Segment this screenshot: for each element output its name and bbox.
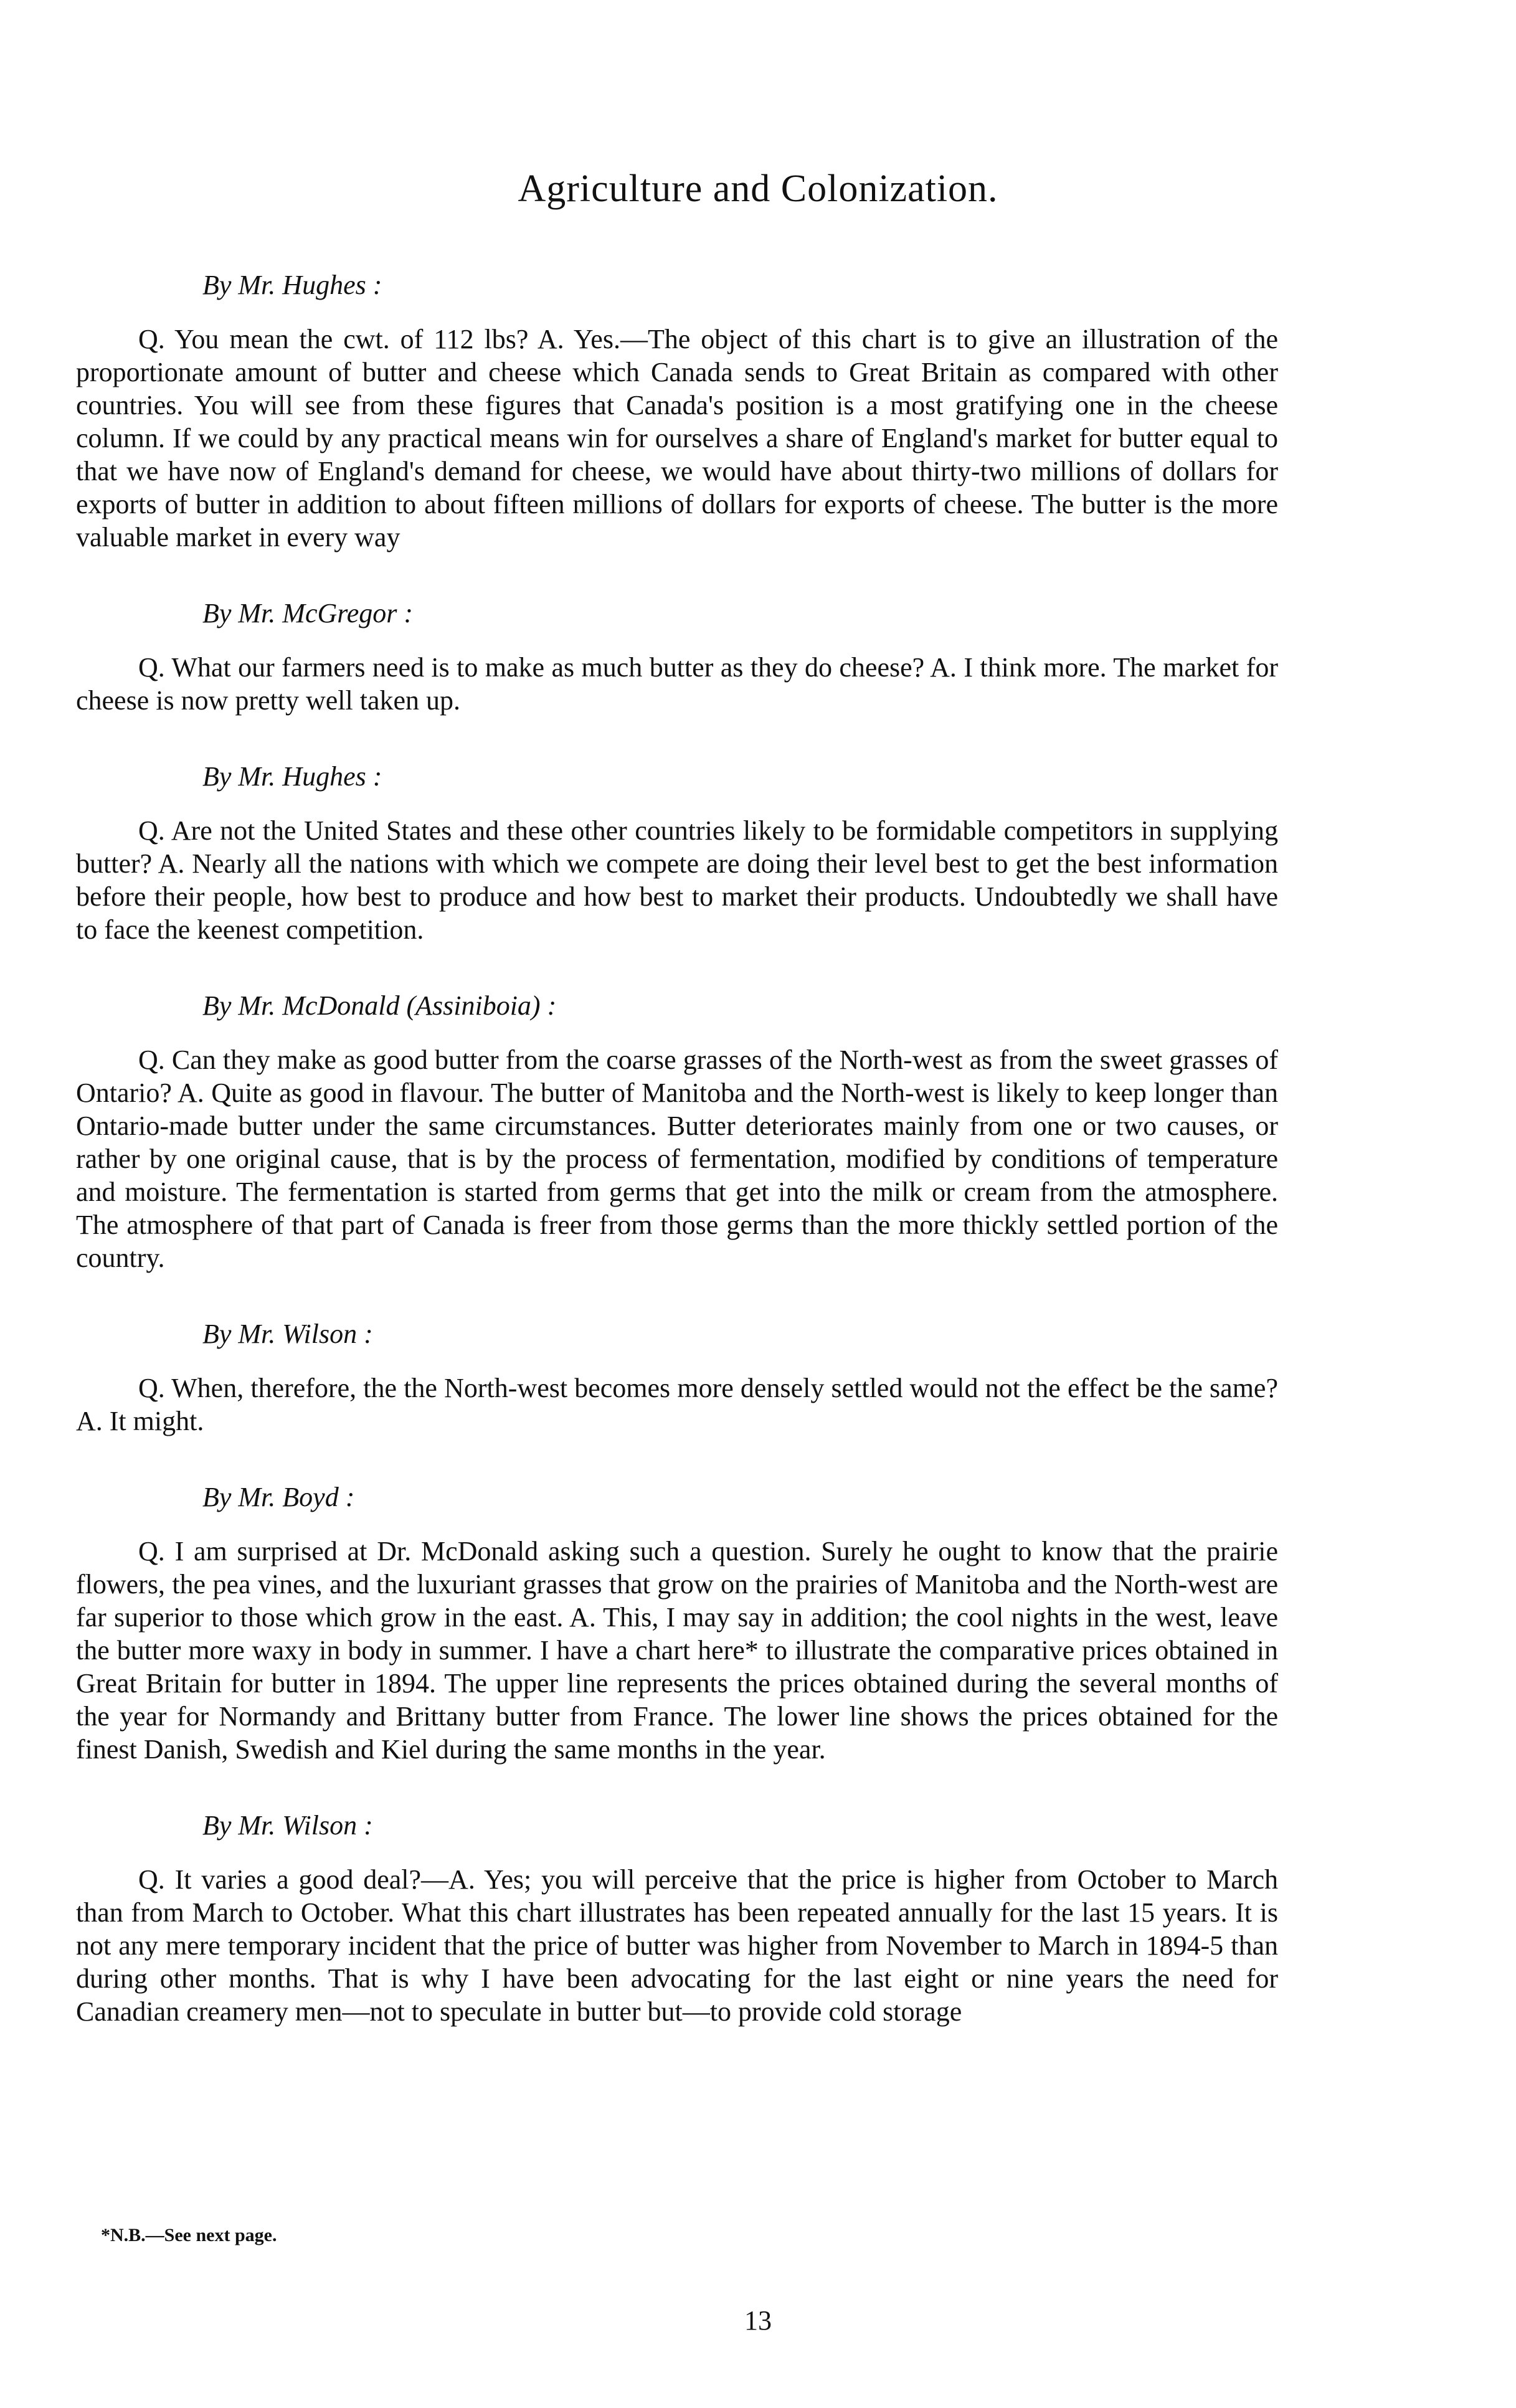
exchange-block [76, 1480, 1278, 1766]
testimony-paragraph: Q. What our farmers need is to make as much butter as they do cheese? A. I think more. The market for cheese is now pretty well taken up. [76, 652, 1278, 716]
testimony-paragraph: Q. I am surprised at Dr. McDonald asking such a question. Surely he ought to know that the prairie flowers, the pea vines, and the luxuriant grasses that grow on the prairies of Manitoba and the North-west are far superior to those which grow in the east. A. This, I may say in addition; the cool nights in the west, leave the butter more waxy in body in summer. I have a chart here* to illustrate the comparative prices obtained in Great Britain for butter in 1894. The upper line represents the prices obtained during the several months of the year for Normandy and Brittany butter from France. The lower line shows the prices obtained for the finest Danish, Swedish and Kiel during the same months in the year. [76, 1536, 1278, 1765]
testimony-paragraph: Q. You mean the cwt. of 112 lbs? A. Yes.—The object of this chart is to give an illustration of the proportionate amount of butter and cheese which Canada sends to Great Britain as compared with other countries. You will see from these figures that Canada's position is a most gratifying one in the cheese column. If we could by any practical means win for ourselves a share of England's market for butter equal to that we have now of England's demand for cheese, we would have about thirty-two millions of dollars for exports of butter in addition to about fifteen millions of dollars for exports of cheese. The butter is the more valuable market in every way [76, 324, 1278, 552]
speaker-heading: By Mr. McGregor : [202, 598, 414, 628]
speaker-heading: By Mr. Boyd : [202, 1482, 355, 1512]
exchange-block [76, 759, 1278, 946]
speaker-heading: By Mr. Hughes : [202, 270, 382, 300]
testimony-body [76, 268, 1278, 2070]
testimony-paragraph: Q. Can they make as good butter from the coarse grasses of the North-west as from the sweet grasses of Ontario? A. Quite as good in flavour. The butter of Manitoba and the North-west is likely to keep longer than Ontario-made butter under the same circumstances. Butter deteriorates mainly from one or two causes, or rather by one original cause, that is by the process of fermentation, modified by conditions of temperature and moisture. The fermentation is started from germs that get into the milk or cream from the atmosphere. The atmosphere of that part of Canada is freer from those germs than the more thickly settled portion of the country. [76, 1045, 1278, 1273]
speaker-heading: By Mr. Hughes : [202, 761, 382, 792]
exchange-block [76, 988, 1278, 1274]
testimony-paragraph: Q. It varies a good deal?—A. Yes; you will perceive that the price is higher from October to March than from March to October. What this chart illustrates has been repeated annually for the last 15 years. It is not any mere temporary incident that the price of butter was higher from November to March in 1894-5 than during other months. That is why I have been advocating for the last eight or nine years the need for Canadian creamery men—not to speculate in butter but—to provide cold storage [76, 1864, 1278, 2027]
page-number: 13 [744, 2305, 772, 2336]
testimony-paragraph: Q. Are not the United States and these other countries likely to be formidable competitors in supplying butter? A. Nearly all the nations with which we compete are doing their level best to get the best information before their people, how best to produce and how best to market their products. Undoubtedly we shall have to face the keenest competition. [76, 815, 1278, 945]
footnote: *N.B.—See next page. [101, 2225, 277, 2245]
exchange-block [76, 596, 1278, 717]
testimony-paragraph: Q. When, therefore, the the North-west becomes more densely settled would not the effect be the same? A. It might. [76, 1373, 1278, 1436]
speaker-heading: By Mr. Wilson : [202, 1810, 373, 1841]
speaker-heading: By Mr. Wilson : [202, 1319, 373, 1349]
speaker-heading: By Mr. McDonald (Assiniboia) : [202, 990, 557, 1021]
exchange-block [76, 268, 1278, 554]
page-title: Agriculture and Colonization. [518, 168, 998, 210]
exchange-block [76, 1317, 1278, 1438]
exchange-block [76, 1808, 1278, 2028]
